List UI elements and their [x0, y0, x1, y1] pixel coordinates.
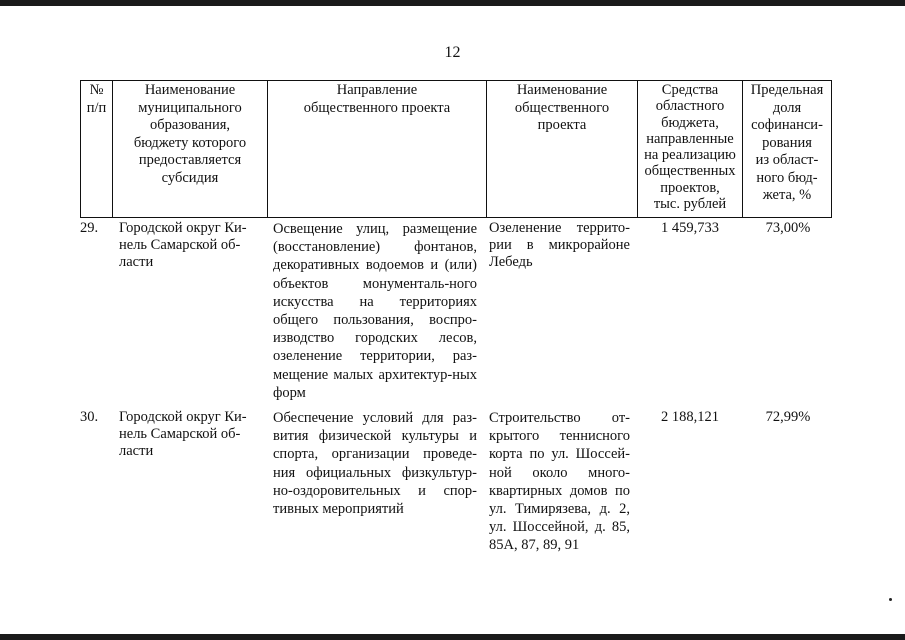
page-number: 12	[444, 44, 461, 61]
header-cell-direction: Направление общественного проекта	[303, 82, 451, 116]
row-direction: Освещение улиц, размещение (восстановление) фонтанов, декоративных водоемов и (или) объектов монументаль-ного искусства на территориях общего пользования, воспро-изводство городских лесов, озеленение территории, раз-мещение малых архитектур-ных форм	[273, 221, 477, 401]
header-cell-municipality: Наименование муниципального образования, бюджету которого предоставляется субсидия	[133, 82, 247, 186]
row-number: 29.	[80, 220, 99, 236]
row-municipality: Городской округ Ки- нель Самарской об- ласти	[119, 409, 247, 459]
row-number: 30.	[80, 409, 99, 425]
row-funds: 2 188,121	[661, 409, 719, 425]
header-cell-project: Наименование общественного проекта	[514, 82, 610, 133]
row-project: Строительство от-крытого теннисного корта по ул. Шоссей-ной около много-квартирных домов по ул. Тимирязева, д. 2, ул. Шоссейной, д. 85, 85А, 87, 89, 91	[489, 410, 630, 554]
scan-border-top	[0, 0, 905, 6]
row-funds: 1 459,733	[661, 220, 719, 236]
scan-speck	[889, 598, 892, 601]
column-divider	[831, 80, 832, 217]
row-municipality: Городской округ Ки- нель Самарской об- ласти	[119, 220, 247, 270]
scan-border-bottom	[0, 634, 905, 640]
row-share: 73,00%	[765, 220, 811, 236]
row-project: Озеленение террито-рии в микрорайоне Лебедь	[489, 220, 630, 270]
header-cell-number: № п/п	[86, 82, 107, 116]
header-cell-funds: Средства областного бюджета, направленные на реализацию общественных проектов, тыс. рублей	[644, 82, 736, 213]
header-cell-share: Предельная доля софинанси- рования из област- ного бюд- жета, %	[750, 82, 824, 203]
row-share: 72,99%	[765, 409, 811, 425]
row-direction: Обеспечение условий для раз-вития физической культуры и спорта, организации проведе-ния официальных физкультур-но-оздоровительных и спор-тивных мероприятий	[273, 410, 477, 518]
